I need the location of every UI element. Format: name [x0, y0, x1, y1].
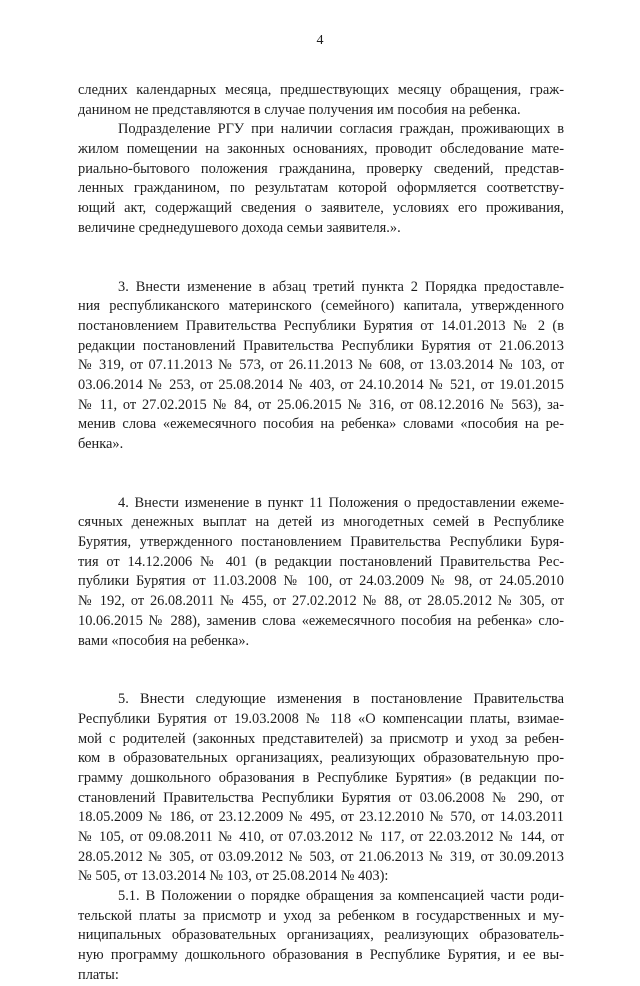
- text-line: тельской платы за присмотр и уход за ребенком в государственных и му-: [78, 907, 564, 924]
- text-line: ленных гражданином, по результатам которой оформляется соответству-: [78, 180, 564, 197]
- text-line: ющий акт, содержащий сведения о заявителе, условиях его проживания,: [78, 200, 564, 217]
- text-line: постановлением Правительства Республики Бурятия от 14.01.2013 № 2 (в: [78, 317, 564, 334]
- paragraph-4: [78, 494, 564, 652]
- text-line: ком в образовательных организациях, реализующих образовательную про-: [78, 750, 564, 767]
- text-line: № 505, от 13.03.2014 № 103, от 25.08.2014 № 403):: [78, 868, 389, 885]
- text-line: ниципальных образовательных организациях, реализующих образователь-: [78, 927, 564, 944]
- text-line: 10.06.2015 № 288), заменив слова «ежемесячного пособия на ребенка» сло-: [78, 612, 564, 629]
- paragraph-6: [78, 887, 564, 985]
- text-line: редакции постановлений Правительства Республики Бурятия от 21.06.2013: [78, 337, 564, 354]
- text-line: мой с родителей (законных представителей) за присмотр и уход за ребен-: [78, 730, 564, 747]
- text-line: Подразделение РГУ при наличии согласия граждан, проживающих в: [118, 121, 564, 138]
- document-body: [78, 81, 564, 986]
- text-line: 3. Внести изменение в абзац третий пункта 2 Порядка предоставле-: [118, 278, 564, 295]
- text-line: грамму дошкольного образования в Республике Бурятия» (в редакции по-: [78, 769, 564, 786]
- text-line: тия от 14.12.2006 № 401 (в редакции постановлений Правительства Рес-: [78, 553, 564, 570]
- text-line: № 192, от 26.08.2011 № 455, от 27.02.2012 № 88, от 28.05.2012 № 305, от: [78, 593, 564, 610]
- text-line: платы:: [78, 966, 119, 983]
- paragraph-spacer: [78, 239, 564, 278]
- page-number: 4: [316, 33, 324, 48]
- text-line: № 319, от 07.11.2013 № 573, от 26.11.2013 № 608, от 13.03.2014 № 103, от: [78, 357, 564, 374]
- text-line: 28.05.2012 № 305, от 03.09.2012 № 503, от 21.06.2013 № 319, от 30.09.2013: [78, 848, 564, 865]
- paragraph-3: [78, 278, 564, 455]
- text-line: данином не представляются в случае получения им пособия на ребенка.: [78, 101, 521, 118]
- paragraph-5: [78, 690, 564, 887]
- text-line: жилом помещении на законных основаниях, проводит обследование мате-: [78, 141, 564, 158]
- text-line: становлений Правительства Республики Бурятия от 03.06.2008 № 290, от: [78, 789, 564, 806]
- text-line: 18.05.2009 № 186, от 23.12.2009 № 495, от 23.12.2010 № 570, от 14.03.2011: [78, 809, 564, 826]
- text-line: ния республиканского материнского (семейного) капитала, утвержденного: [78, 298, 564, 315]
- text-line: 5.1. В Положении о порядке обращения за компенсацией части роди-: [118, 888, 564, 905]
- text-line: риально-бытового положения гражданина, проверку сведений, представ-: [78, 160, 564, 177]
- text-line: Республики Бурятия от 19.03.2008 № 118 «О компенсации платы, взимае-: [78, 710, 564, 727]
- text-line: менив слова «ежемесячного пособия на ребенка» словами «пособия на ре-: [78, 416, 564, 433]
- text-line: ную программу дошкольного образования в Республике Бурятия, и ее вы-: [78, 947, 564, 964]
- paragraph-spacer: [78, 455, 564, 494]
- text-line: вами «пособия на ребенка».: [78, 632, 250, 649]
- text-line: 03.06.2014 № 253, от 25.08.2014 № 403, от 24.10.2014 № 521, от 19.01.2015: [78, 376, 564, 393]
- text-line: № 11, от 27.02.2015 № 84, от 25.06.2015 № 316, от 08.12.2016 № 563), за-: [78, 396, 564, 413]
- paragraph-1: [78, 81, 564, 120]
- text-line: № 105, от 09.08.2011 № 410, от 07.03.2012 № 117, от 22.03.2012 № 144, от: [78, 829, 564, 845]
- text-line: Бурятия, утвержденного постановлением Правительства Республики Буря-: [78, 534, 564, 551]
- text-line: величине среднедушевого дохода семьи заявителя.».: [78, 219, 401, 236]
- text-line: следних календарных месяца, предшествующих месяцу обращения, граж-: [78, 82, 564, 98]
- paragraph-spacer: [78, 651, 564, 690]
- text-line: публики Бурятия от 11.03.2008 № 100, от 24.03.2009 № 98, от 24.05.2010: [78, 573, 564, 590]
- text-line: бенка».: [78, 436, 124, 452]
- text-line: 5. Внести следующие изменения в постановление Правительства: [118, 691, 564, 708]
- paragraph-2: [78, 120, 564, 238]
- text-line: 4. Внести изменение в пункт 11 Положения о предоставлении ежеме-: [118, 494, 564, 511]
- text-line: сячных денежных выплат на детей из многодетных семей в Республике: [78, 514, 564, 531]
